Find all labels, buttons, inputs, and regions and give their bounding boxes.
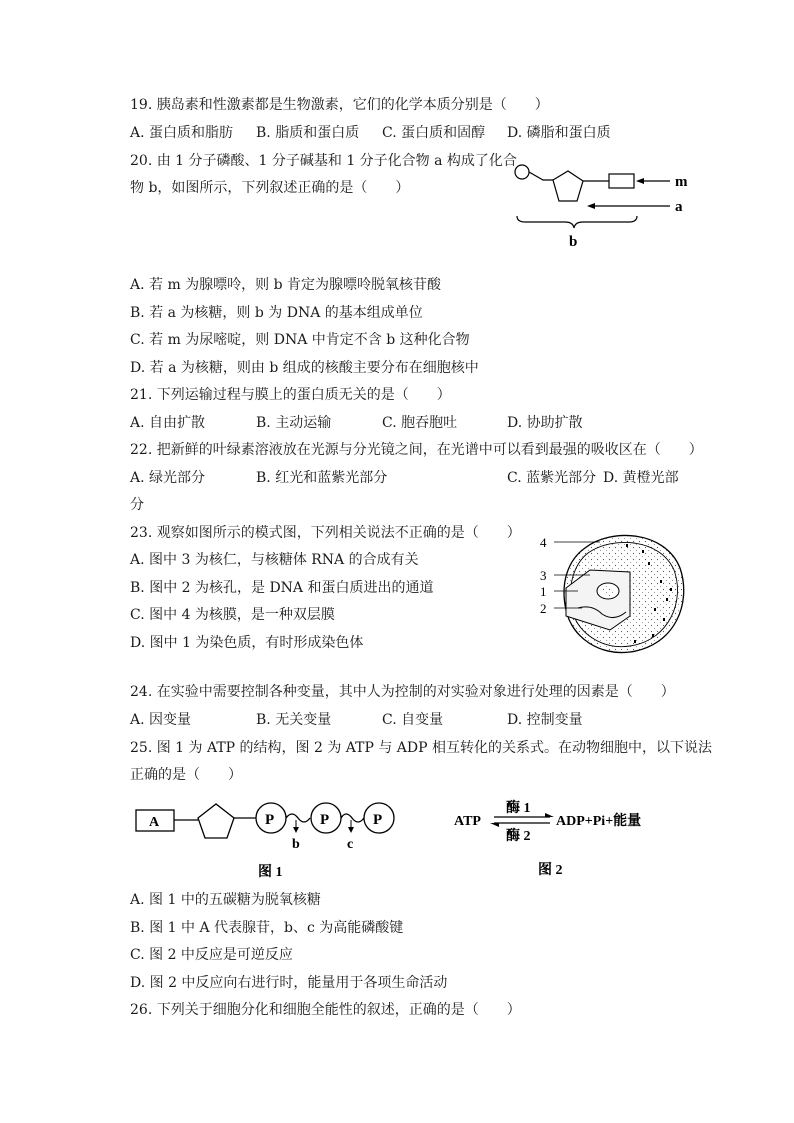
q20-option-d: D. 若 a 为核糖，则由 b 组成的核酸主要分布在细胞核中 <box>130 360 479 376</box>
q19-stem: 19. 胰岛素和性激素都是生物激素，它们的化学本质分别是（ ） <box>130 97 549 113</box>
q24-option-b: B. 无关变量 <box>256 712 332 728</box>
q20-stem-line1: 20. 由 1 分子磷酸、1 分子碱基和 1 分子化合物 a 构成了化合 <box>130 153 517 169</box>
q23-option-d: D. 图中 1 为染色质，有时形成染色体 <box>130 635 364 651</box>
label-b: b <box>569 234 578 250</box>
q25-option-a: A. 图 1 中的五碳糖为脱氧核糖 <box>130 892 321 908</box>
q23-option-c: C. 图中 4 为核膜，是一种双层膜 <box>130 607 335 623</box>
ribose-pentagon <box>198 804 234 838</box>
arrow-a-head <box>587 203 595 209</box>
phosphate-bond-line <box>529 172 553 180</box>
nucleus-diagram <box>530 528 690 658</box>
adenine-label: A <box>149 815 160 830</box>
q23-option-b: B. 图中 2 为核孔，是 DNA 和蛋白质进出的通道 <box>130 580 434 596</box>
q21-option-b: B. 主动运输 <box>256 415 332 431</box>
q22-stem: 22. 把新鲜的叶绿素溶液放在光源与分光镜之间，在光谱中可以看到最强的吸收区在（ ） <box>130 442 703 458</box>
high-energy-bond-c <box>341 814 364 822</box>
arrow-c-head <box>348 827 354 833</box>
q25-option-c: C. 图 2 中反应是可逆反应 <box>130 947 293 963</box>
atp-label: ATP <box>454 814 481 829</box>
brace-b <box>517 216 637 228</box>
label-m: m <box>675 174 688 190</box>
q22-option-d: D. 黄橙光部 <box>603 470 679 486</box>
arrow-m-head <box>636 178 644 184</box>
q21-option-a: A. 自由扩散 <box>130 415 206 431</box>
pentose-pentagon <box>553 171 583 201</box>
nucleus-label-2: 2 <box>540 601 547 616</box>
high-energy-bond-b <box>286 814 310 822</box>
nucleus-label-3: 3 <box>540 568 547 583</box>
nucleolus-texture <box>601 586 615 596</box>
q20-option-b: B. 若 a 为核糖，则 b 为 DNA 的基本组成单位 <box>130 305 423 321</box>
q19-option-a: A. 蛋白质和脂肪 <box>130 125 234 141</box>
q24-option-a: A. 因变量 <box>130 712 192 728</box>
atp-structure-diagram <box>130 796 410 881</box>
bond-b-label: b <box>292 837 300 852</box>
q24-option-d: D. 控制变量 <box>507 712 583 728</box>
q25-option-d: D. 图 2 中反应向右进行时，能量用于各项生命活动 <box>130 975 448 991</box>
phosphate-2-label: P <box>320 812 330 828</box>
q26-stem: 26. 下列关于细胞分化和细胞全能性的叙述，正确的是（ ） <box>130 1002 521 1018</box>
q24-stem: 24. 在实验中需要控制各种变量，其中人为控制的对实验对象进行处理的因素是（ ） <box>130 684 675 700</box>
q25-stem-line2: 正确的是（ ） <box>130 767 242 783</box>
q21-option-d: D. 协助扩散 <box>507 415 583 431</box>
q21-stem: 21. 下列运输过程与膜上的蛋白质无关的是（ ） <box>130 387 451 403</box>
q25-stem-line1: 25. 图 1 为 ATP 的结构，图 2 为 ATP 与 ADP 相互转化的关系式。在动物细胞中，以下说法 <box>130 740 712 756</box>
q21-option-c: C. 胞吞胞吐 <box>382 415 458 431</box>
q20-option-a: A. 若 m 为腺嘌呤，则 b 肯定为腺嘌呤脱氧核苷酸 <box>130 277 442 293</box>
nucleus-label-1: 1 <box>540 584 547 599</box>
fig1-caption: 图 1 <box>258 865 283 880</box>
base-rectangle <box>609 174 634 188</box>
phosphate-3-label: P <box>373 812 383 828</box>
fig2-caption: 图 2 <box>538 863 563 878</box>
q22-option-b: B. 红光和蓝紫光部分 <box>256 470 388 486</box>
label-a: a <box>675 199 683 215</box>
atp-adp-conversion-diagram <box>450 796 670 881</box>
q20-option-c: C. 若 m 为尿嘧啶，则 DNA 中肯定不含 b 这种化合物 <box>130 332 470 348</box>
adp-products-label: ADP+Pi+能量 <box>556 814 642 829</box>
enzyme-2-label: 酶 2 <box>506 829 531 844</box>
q20-stem-line2: 物 b，如图所示，下列叙述正确的是（ ） <box>130 180 410 196</box>
q22-option-d-wrap: 分 <box>130 497 144 513</box>
q22-option-c: C. 蓝紫光部分 <box>507 470 597 486</box>
phosphate-circle <box>515 165 529 179</box>
nucleotide-diagram <box>505 150 705 255</box>
q23-option-a: A. 图中 3 为核仁，与核糖体 RNA 的合成有关 <box>130 552 419 568</box>
q25-option-b: B. 图 1 中 A 代表腺苷，b、c 为高能磷酸键 <box>130 920 404 936</box>
reverse-arrow-head <box>490 823 499 827</box>
bond-c-label: c <box>347 837 354 852</box>
q19-option-c: C. 蛋白质和固醇 <box>382 125 486 141</box>
enzyme-1-label: 酶 1 <box>506 801 531 816</box>
q19-option-b: B. 脂质和蛋白质 <box>256 125 360 141</box>
q19-option-d: D. 磷脂和蛋白质 <box>507 125 611 141</box>
q23-stem: 23. 观察如图所示的模式图，下列相关说法不正确的是（ ） <box>130 525 521 541</box>
q24-option-c: C. 自变量 <box>382 712 444 728</box>
phosphate-1-label: P <box>265 812 275 828</box>
forward-arrow-head <box>545 813 554 817</box>
arrow-b-head <box>293 827 299 833</box>
q22-option-a: A. 绿光部分 <box>130 470 206 486</box>
nucleus-label-4: 4 <box>540 535 547 550</box>
